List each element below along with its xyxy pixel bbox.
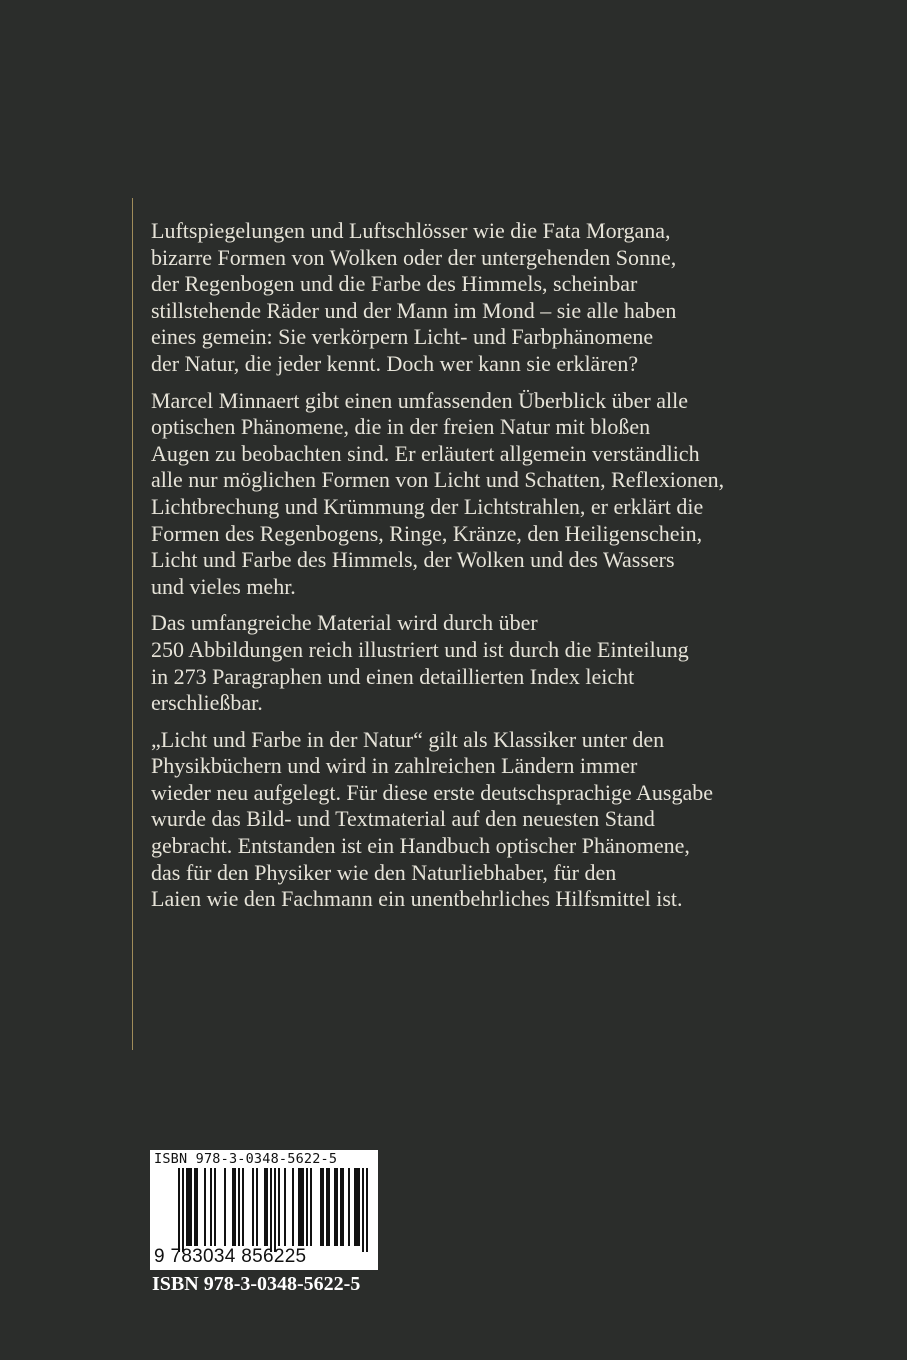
barcode-bar bbox=[224, 1168, 226, 1246]
barcode-bar bbox=[178, 1168, 180, 1252]
barcode-bar bbox=[356, 1168, 358, 1246]
barcode-bar bbox=[266, 1168, 268, 1246]
barcode-bar bbox=[292, 1168, 294, 1246]
blurb-line: erschließbar. bbox=[151, 690, 263, 716]
barcode-bar bbox=[300, 1168, 302, 1246]
barcode-bar bbox=[328, 1168, 330, 1246]
blurb-line: eines gemein: Sie verkörpern Licht- und Farbphänomene bbox=[151, 324, 654, 350]
blurb-line: „Licht und Farbe in der Natur“ gilt als Klassiker unter den bbox=[151, 726, 665, 752]
blurb-line: Formen des Regenbogens, Ringe, Kränze, den Heiligenschein, bbox=[151, 520, 703, 546]
blurb-line: der Regenbogen und die Farbe des Himmels, scheinbar bbox=[151, 271, 638, 297]
barcode-bar bbox=[210, 1168, 212, 1246]
barcode-bar bbox=[342, 1168, 344, 1246]
blurb-paragraph-2 bbox=[151, 388, 751, 601]
barcode-bar bbox=[336, 1168, 338, 1246]
barcode-bar bbox=[322, 1168, 324, 1246]
blurb-line: bizarre Formen von Wolken oder der untergehenden Sonne, bbox=[151, 244, 677, 270]
barcode-bar bbox=[196, 1168, 198, 1246]
barcode-bar bbox=[334, 1168, 336, 1246]
blurb-line: 250 Abbildungen reich illustriert und ist durch die Einteilung bbox=[151, 636, 689, 662]
blurb-line: und vieles mehr. bbox=[151, 573, 296, 599]
barcode-bar bbox=[274, 1168, 276, 1252]
back-cover-blurb bbox=[151, 218, 751, 923]
blurb-paragraph-3 bbox=[151, 610, 751, 716]
barcode-bar bbox=[252, 1168, 254, 1246]
barcode-bar bbox=[194, 1168, 196, 1246]
barcode-bar bbox=[242, 1168, 244, 1246]
blurb-line: in 273 Paragraphen und einen detaillierten Index leicht bbox=[151, 663, 635, 689]
isbn-footer: ISBN 978-3-0348-5622-5 bbox=[152, 1273, 361, 1295]
barcode-bar bbox=[298, 1168, 300, 1246]
barcode-bar bbox=[284, 1168, 286, 1246]
barcode-bar bbox=[326, 1168, 328, 1246]
barcode-bar bbox=[204, 1168, 206, 1246]
barcode-bar bbox=[366, 1168, 368, 1252]
blurb-line: Luftspiegelungen und Luftschlösser wie die Fata Morgana, bbox=[151, 218, 671, 243]
blurb-line: der Natur, die jeder kennt. Doch wer kann sie erklären? bbox=[151, 350, 639, 376]
blurb-line: Das umfangreiche Material wird durch über bbox=[151, 610, 538, 636]
barcode-bar bbox=[358, 1168, 360, 1246]
barcode-bar bbox=[362, 1168, 364, 1252]
vertical-rule bbox=[132, 198, 133, 1050]
blurb-line: wieder neu aufgelegt. Für diese erste deutschsprachige Ausgabe bbox=[151, 779, 714, 805]
blurb-line: Laien wie den Fachmann ein unentbehrliches Hilfsmittel ist. bbox=[151, 886, 683, 912]
barcode-bar bbox=[348, 1168, 350, 1246]
blurb-line: gebracht. Entstanden ist ein Handbuch optischer Phänomene, bbox=[151, 833, 690, 859]
barcode-bar bbox=[306, 1168, 308, 1246]
blurb-line: wurde das Bild- und Textmaterial auf den neuesten Stand bbox=[151, 806, 655, 832]
blurb-line: Lichtbrechung und Krümmung der Lichtstrahlen, er erklärt die bbox=[151, 493, 704, 519]
blurb-line: optischen Phänomene, die in der freien Natur mit bloßen bbox=[151, 414, 651, 440]
blurb-paragraph-1 bbox=[151, 218, 751, 378]
barcode-bar bbox=[264, 1168, 266, 1246]
barcode-bar bbox=[232, 1168, 234, 1246]
barcode-bar bbox=[214, 1168, 216, 1246]
barcode-bar bbox=[310, 1168, 312, 1246]
blurb-line: Marcel Minnaert gibt einen umfassenden Überblick über alle bbox=[151, 387, 688, 413]
blurb-line: Physikbüchern und wird in zahlreichen Ländern immer bbox=[151, 753, 638, 779]
barcode-bar bbox=[340, 1168, 342, 1246]
barcode-bar bbox=[278, 1168, 280, 1246]
blurb-line: Augen zu beobachten sind. Er erläutert allgemein verständlich bbox=[151, 440, 700, 466]
blurb-paragraph-4 bbox=[151, 727, 751, 913]
barcode-bar bbox=[190, 1168, 192, 1246]
isbn-barcode bbox=[150, 1150, 378, 1270]
barcode-bar bbox=[256, 1168, 258, 1246]
barcode-bar bbox=[182, 1168, 184, 1252]
barcode-bar bbox=[188, 1168, 190, 1246]
barcode-bar bbox=[186, 1168, 188, 1246]
blurb-line: das für den Physiker wie den Naturliebhaber, für den bbox=[151, 859, 617, 885]
blurb-line: alle nur möglichen Formen von Licht und Schatten, Reflexionen, bbox=[151, 467, 725, 493]
blurb-line: Licht und Farbe des Himmels, der Wolken und des Wassers bbox=[151, 547, 675, 573]
barcode-bar bbox=[302, 1168, 304, 1246]
barcode-bar bbox=[354, 1168, 356, 1246]
barcode-isbn-label: ISBN 978-3-0348-5622-5 bbox=[154, 1151, 338, 1167]
blurb-line: stillstehende Räder und der Mann im Mond – sie alle haben bbox=[151, 297, 677, 323]
barcode-bar bbox=[320, 1168, 322, 1246]
barcode-bar bbox=[270, 1168, 272, 1252]
barcode-bar bbox=[238, 1168, 240, 1246]
barcode-bar bbox=[234, 1168, 236, 1246]
barcode-digits: 9 783034 856225 bbox=[154, 1246, 307, 1267]
